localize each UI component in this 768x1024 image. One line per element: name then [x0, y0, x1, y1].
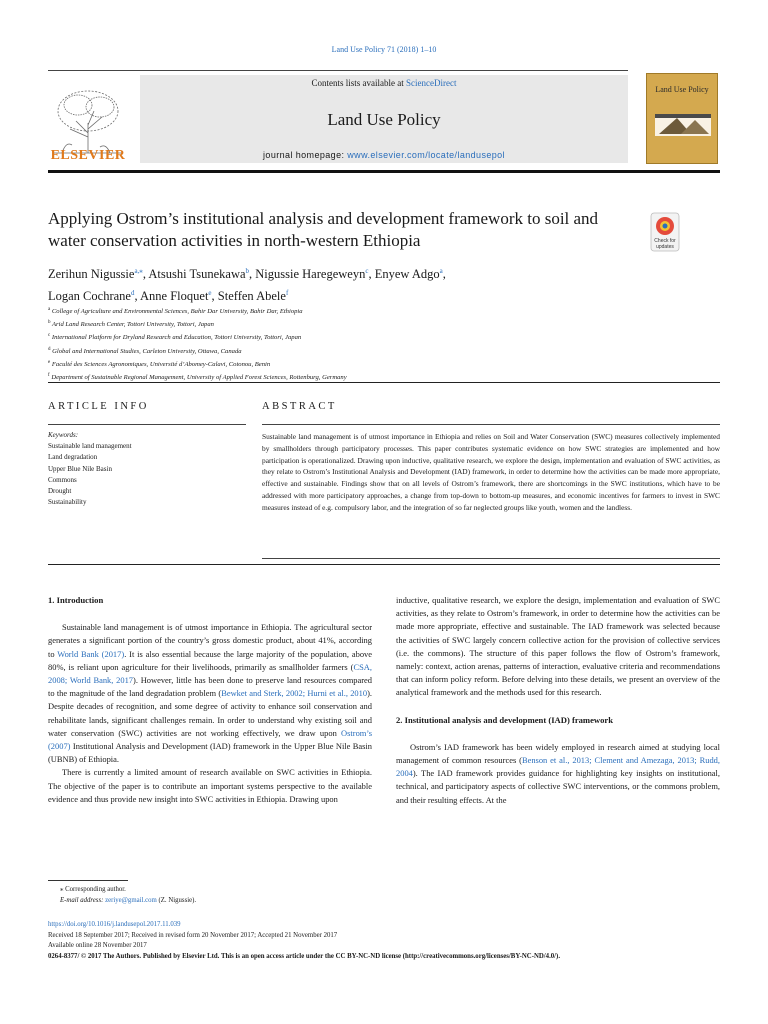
body-rule	[48, 564, 720, 565]
corresponding-author-note: ⁎ Corresponding author.	[60, 886, 126, 893]
author-affiliation-marker[interactable]: e	[208, 289, 212, 298]
affiliation-marker: d	[48, 346, 51, 352]
citation-link[interactable]: Benson et al., 2013; Clement and Amezaga, 2013; Rudd, 2004	[396, 755, 720, 779]
header-top-rule	[48, 70, 628, 71]
paragraph-text: Institutional Analysis and Development (IAD) framework in the Upper Blue Nile Basin (UBNB) of Ethiopia.	[48, 741, 372, 765]
article-info-rule	[48, 424, 246, 425]
abstract-heading: ABSTRACT	[262, 401, 337, 412]
affiliation-line	[48, 330, 648, 343]
keyword: Land degradation	[48, 453, 98, 462]
intro-paragraph-1	[48, 621, 372, 766]
check-updates-label: Check for updates	[654, 238, 676, 250]
affiliation-line	[48, 317, 648, 330]
article-title: Applying Ostrom’s institutional analysis and development framework to soil and water conservation activities in north-western Ethiopia	[48, 209, 599, 250]
affiliation-text: Arid Land Research Center, Tottori University, Tottori, Japan	[50, 321, 214, 329]
author-separator: ,	[249, 267, 256, 282]
keywords-list	[48, 441, 246, 508]
footnote	[48, 885, 448, 906]
affiliation-text: Faculté des Sciences Agronomiques, Université d’Abomey-Calavi, Cotonou, Benin	[50, 360, 271, 368]
keyword: Drought	[48, 487, 72, 496]
email-link[interactable]: zeriye@gmail.com	[105, 896, 157, 904]
body-left-column	[48, 594, 372, 806]
author-separator: ,	[134, 289, 141, 304]
email-line	[48, 896, 448, 907]
author-affiliation-marker[interactable]: b	[245, 267, 250, 275]
paragraph-text: ). However, little has been done to preserve land resources compared to the magnitude of the land degradation problem (	[48, 675, 372, 699]
iad-paragraph-1	[396, 741, 720, 807]
affiliation-marker: b	[48, 320, 51, 326]
author-separator: ,	[211, 289, 218, 304]
author-name[interactable]: Zerihun Nigussie	[48, 267, 135, 282]
author-affiliation-marker[interactable]: d	[130, 289, 135, 298]
body-right-column	[396, 594, 720, 807]
affiliation-text: College of Agriculture and Environmental Sciences, Bahir Dar University, Bahir Dar, Ethiopia	[50, 308, 303, 316]
paragraph-text: Ostrom’s IAD framework has been widely employed in research aimed at studying local management of common resources (	[396, 741, 720, 766]
contents-line	[140, 78, 628, 88]
section-rule	[48, 382, 720, 383]
contents-prefix: Contents lists available at	[311, 78, 406, 88]
footnote-rule	[48, 880, 128, 881]
elsevier-wordmark: ELSEVIER	[50, 148, 126, 163]
paragraph-text: Sustainable land management is of utmost importance in Ethiopia. The agricultural sector generates a significant portion of the country’s gross domestic product, about 41%, according to	[48, 622, 372, 659]
affiliation-marker: e	[48, 359, 51, 365]
paragraph-text: . It is also essential because the large majority of the population, above 80%, is reliant upon agriculture for their livelihoods, primarily as smallholder farmers (	[48, 648, 372, 672]
paragraph-text: ). The IAD framework provides guidance for highlighting key insights on institutional, technical, and participatory aspects of collective SWC interventions, or the commons problem, and their resulting effects. At the	[396, 768, 720, 805]
intro-paragraph-2: There is currently a limited amount of research available on SWC activities in Ethiopia. The objective of the paper is to contribute an important systems perspective to the available evidence and thus provide new insight into SWC activities in Ethiopia. Drawing upon	[48, 767, 372, 804]
keyword: Commons	[48, 475, 77, 484]
citation-link[interactable]: Bewket and Sterk, 2002; Hurni et al., 2010	[221, 688, 368, 699]
email-suffix: (Z. Nigussie).	[158, 896, 197, 904]
license-line: 0264-8377/ © 2017 The Authors. Published by Elsevier Ltd. This is an open access article under the CC BY-NC-ND license (http://creativecommons.org/licenses/BY-NC-ND/4.0/).	[48, 952, 561, 960]
available-online: Available online 28 November 2017	[48, 942, 147, 950]
citation-link[interactable]: CSA, 2008; World Bank, 2017	[48, 661, 372, 686]
abstract-text: Sustainable land management is of utmost importance in Ethiopia and relies on Soil and Water Conservation (SWC) measures collectively implemented by smallholders through participatory processes. This paper contributes systematic evidence on how SWC strategies are implemented and how participation is operationalized. Drawing upon inductive, qualitative research, we explore the design, implementation and evaluation of SWC activities, as they relate to Ostrom’s Institutional Analysis and Development (IAD) framework, in order to determine how the activities can be made more appropriate, effective and sustainable. Findings show that on all levels of Ostrom’s framework, there are shortcomings in the SWC institutions, which have to be addressed with more participatory approaches, a change from top-down to bottom-up measures, and economic incentives for farmers to invest in SWC measures instead of e.g. compulsory labor, and the integration of so far neglected groups like youth, women and the landless.	[262, 432, 720, 512]
author-affiliation-marker[interactable]: a,⁎	[134, 267, 143, 275]
author-affiliation-marker[interactable]: c	[365, 267, 369, 275]
keyword: Sustainability	[48, 498, 87, 507]
citation-link[interactable]: Ostrom’s (2007)	[48, 727, 372, 752]
keywords-block	[48, 430, 246, 508]
affiliations	[48, 304, 648, 383]
header-bottom-rule	[48, 170, 720, 173]
right-paragraph-1: inductive, qualitative research, we explore the design, implementation and evaluation of SWC activities, as they relate to Ostrom’s framework, in order to determine how the activities can be made more appropriate, effective and sustainable. The IAD framework was selected because the activities of SWC largely concern collective action for the provision of collective services (i.e. the commons). The structure of this paper follows the flow of Ostrom’s framework, namely: context, action arenas, patterns of interaction, evaluative criteria and recommendations that can inform policy reform. Before delving into these details, we present an overview of the analytical framework and the methods used for this research.	[396, 595, 720, 698]
received-dates: Received 18 September 2017; Received in revised form 20 November 2017; Accepted 21 November 2017	[48, 931, 338, 939]
abstract-bottom-rule	[262, 558, 720, 559]
keywords-label: Keywords:	[48, 431, 79, 439]
sciencedirect-link[interactable]: ScienceDirect	[406, 78, 457, 88]
check-for-updates-badge[interactable]	[645, 212, 685, 252]
paragraph-text: ). Despite decades of recognition, and some degree of activity to enhance soil conservation and rehabilitate lands, significant challenges remain. In order to understand why existing soil and water conservation (SWC) activities are not working effectively, we draw upon	[48, 688, 373, 738]
journal-title: Land Use Policy	[327, 110, 441, 129]
author-affiliation-marker[interactable]: a	[439, 267, 443, 275]
citation-link[interactable]: World Bank (2017)	[57, 648, 125, 659]
doi-link[interactable]: https://doi.org/10.1016/j.landusepol.2017.11.039	[48, 921, 181, 928]
keyword: Upper Blue Nile Basin	[48, 464, 112, 473]
cover-title: Land Use Policy	[655, 85, 709, 94]
author-name[interactable]: Anne Floquet	[140, 289, 209, 304]
author-name[interactable]: Nigussie Haregeweyn	[255, 267, 366, 282]
author-name[interactable]: Steffen Abele	[217, 289, 286, 304]
author-name[interactable]: Logan Cochrane	[48, 289, 131, 304]
affiliation-text: Department of Sustainable Regional Management, University of Applied Forest Sciences, Rottenburg, Germany	[49, 374, 347, 382]
homepage-link[interactable]: www.elsevier.com/locate/landusepol	[347, 150, 505, 160]
affiliation-marker: c	[48, 333, 51, 339]
affiliation-line	[48, 357, 648, 370]
journal-homepage	[140, 150, 628, 160]
affiliation-marker: a	[48, 307, 51, 312]
affiliation-line	[48, 304, 648, 317]
journal-reference[interactable]: Land Use Policy 71 (2018) 1–10	[331, 45, 437, 54]
author-list	[48, 262, 648, 306]
author-name[interactable]: Enyew Adgo	[374, 267, 440, 282]
author-affiliation-marker[interactable]: f	[285, 289, 289, 298]
abstract-rule	[262, 424, 720, 425]
author-name[interactable]: Atsushi Tsunekawa	[148, 267, 246, 282]
affiliation-line	[48, 344, 648, 357]
homepage-prefix: journal homepage:	[263, 150, 348, 160]
email-label: E-mail address:	[60, 896, 104, 904]
article-info-heading: ARTICLE INFO	[48, 401, 149, 412]
author-separator: ,	[368, 267, 375, 282]
section-heading-introduction: 1. Introduction	[48, 595, 104, 605]
affiliation-marker: f	[48, 372, 50, 378]
keyword: Sustainable land management	[48, 442, 132, 451]
section-heading-iad: 2. Institutional analysis and development (IAD) framework	[396, 714, 614, 725]
author-separator: ,	[442, 267, 446, 282]
affiliation-text: Global and International Studies, Carleton University, Ottawa, Canada	[50, 347, 242, 355]
author-separator: ,	[142, 267, 149, 282]
article-meta	[48, 920, 720, 962]
affiliation-text: International Platform for Dryland Research and Education, Tottori University, Tottori, Japan	[50, 334, 302, 342]
